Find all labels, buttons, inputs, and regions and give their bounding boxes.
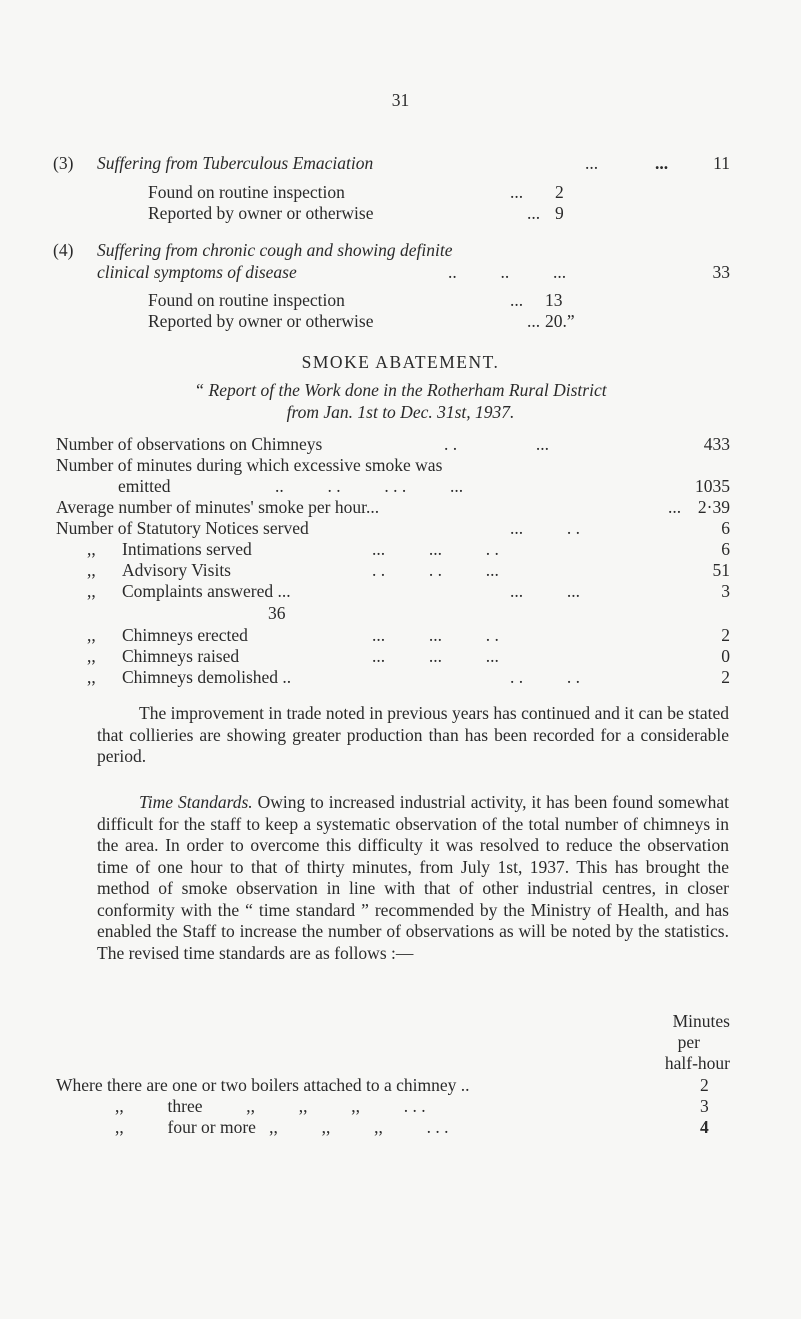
stat-leader: . . . . xyxy=(510,667,580,687)
stat-leader: ... ... xyxy=(510,581,580,601)
paragraph-time-standards xyxy=(97,792,729,964)
report-title-line1: “ Report of the Work done in the Rotherham Rural District xyxy=(194,380,607,400)
col-head-line1: Minutes xyxy=(672,1011,730,1031)
standard-label: Where there are one or two boilers attached to a chimney .. xyxy=(56,1075,470,1095)
stat-prefix: ,, xyxy=(87,625,96,645)
section-3-row-leader: ... xyxy=(527,203,541,223)
stat-leader: . . ... xyxy=(444,434,549,454)
standard-label: ,, three ,, ,, ,, . . . xyxy=(115,1096,426,1116)
stat-value: 433 xyxy=(703,434,730,454)
stat-leader: .. . . . . . ... xyxy=(275,476,464,496)
standard-value: 3 xyxy=(700,1096,709,1116)
section-4-title-line2: clinical symptoms of disease xyxy=(97,262,297,282)
stat-value: 3 xyxy=(721,581,730,601)
stat-label: Chimneys erected xyxy=(122,625,248,645)
section-4-total: 33 xyxy=(712,262,730,282)
stat-value: 51 xyxy=(712,560,730,580)
stat-leader: . . . . ... xyxy=(372,560,499,580)
stat-prefix: ,, xyxy=(87,581,96,601)
stat-label: Chimneys demolished .. xyxy=(122,667,292,687)
section-3-row-value: 9 xyxy=(555,203,564,223)
section-3-number: (3) xyxy=(53,153,74,173)
section-3-row-value: 2 xyxy=(555,182,564,202)
col-head-line3: half-hour xyxy=(664,1053,730,1073)
stat-prefix: ,, xyxy=(87,646,96,666)
stat-prefix: ,, xyxy=(87,539,96,559)
section-4-leader: .. .. ... xyxy=(448,262,567,282)
stat-leader: ... ... . . xyxy=(372,539,499,559)
section-4-row-label: Reported by owner or otherwise xyxy=(148,311,374,331)
time-standards-body: Owing to increased industrial activity, it has been found somewhat difficult for the staff to keep a systematic observation of the total number of chimneys in the area. In order to overcome this difficulty it was resolved to reduce the observation time of one hour to that of thirty minutes, from July 1st, 1937. This has brought the method of smoke observation in line with that of other industrial centres, in closer conformity with the “ time standard ” recommended by the Ministry of Health, and has enabled the Staff to increase the number of observations as will be noted by the statistics. The revised time standards are as follows :— xyxy=(97,792,730,963)
section-4-title-line1: Suffering from chronic cough and showing definite xyxy=(97,240,453,260)
stat-leader: ... ... ... xyxy=(372,646,499,666)
section-3-row-leader: ... xyxy=(510,182,524,202)
stat-value: 2 xyxy=(721,625,730,645)
stat-value: 6 xyxy=(721,539,730,559)
col-head-line2: per xyxy=(677,1032,700,1052)
paragraph-time-standards-text xyxy=(97,792,729,964)
stat-label: Advisory Visits xyxy=(122,560,231,580)
stat-leader: ... . . xyxy=(510,518,580,538)
stat-label: Number of minutes during which excessive smoke was xyxy=(56,455,443,475)
stat-value: 1035 xyxy=(695,476,730,496)
section-3-leader: ... xyxy=(585,153,599,173)
time-standards-title: Time Standards. xyxy=(139,792,253,812)
section-4-row-label: Found on routine inspection xyxy=(148,290,345,310)
section-3-total: 11 xyxy=(713,153,730,173)
report-title-line2: from Jan. 1st to Dec. 31st, 1937. xyxy=(286,402,515,422)
stat-leader: ... ... . . xyxy=(372,625,499,645)
stat-value: 6 xyxy=(721,518,730,538)
section-4-row-leader: ... xyxy=(510,290,524,310)
smoke-heading: SMOKE ABATEMENT. xyxy=(301,352,500,372)
section-4-number: (4) xyxy=(53,240,74,260)
section-3-row-label: Found on routine inspection xyxy=(148,182,345,202)
section-3-dots: ... xyxy=(655,153,669,173)
standard-value: 2 xyxy=(700,1075,709,1095)
stat-label: Number of observations on Chimneys xyxy=(56,434,323,454)
stat-label: emitted xyxy=(118,476,171,496)
section-3-row-label: Reported by owner or otherwise xyxy=(148,203,374,223)
stat-leader: ... xyxy=(668,497,682,517)
stat-prefix: ,, xyxy=(87,667,96,687)
section-4-row-value: 13 xyxy=(545,290,563,310)
stat-label: Average number of minutes' smoke per hour... xyxy=(56,497,380,517)
section-3-title: Suffering from Tuberculous Emaciation xyxy=(97,153,374,173)
paragraph-trade-text: The improvement in trade noted in previous years has continued and it can be stated that collieries are showing greater production than has been recorded for a considerable period. xyxy=(97,703,729,766)
stat-label: Number of Statutory Notices served xyxy=(56,518,309,538)
section-4-row-value: 20.” xyxy=(545,311,575,331)
standard-label: ,, four or more ,, ,, ,, . . . xyxy=(115,1117,449,1137)
paragraph-trade xyxy=(97,703,729,768)
stat-value: 2·39 xyxy=(697,497,730,517)
standard-value: 4 xyxy=(700,1117,709,1137)
stat-value: 0 xyxy=(721,646,730,666)
stat-label: Complaints answered ... xyxy=(122,581,291,601)
stat-marker: 36 xyxy=(268,603,286,623)
stat-label: Chimneys raised xyxy=(122,646,240,666)
stat-label: Intimations served xyxy=(122,539,252,559)
page-number: 31 xyxy=(391,90,410,110)
stat-prefix: ,, xyxy=(87,560,96,580)
stat-value: 2 xyxy=(721,667,730,687)
section-4-row-leader: ... xyxy=(527,311,541,331)
